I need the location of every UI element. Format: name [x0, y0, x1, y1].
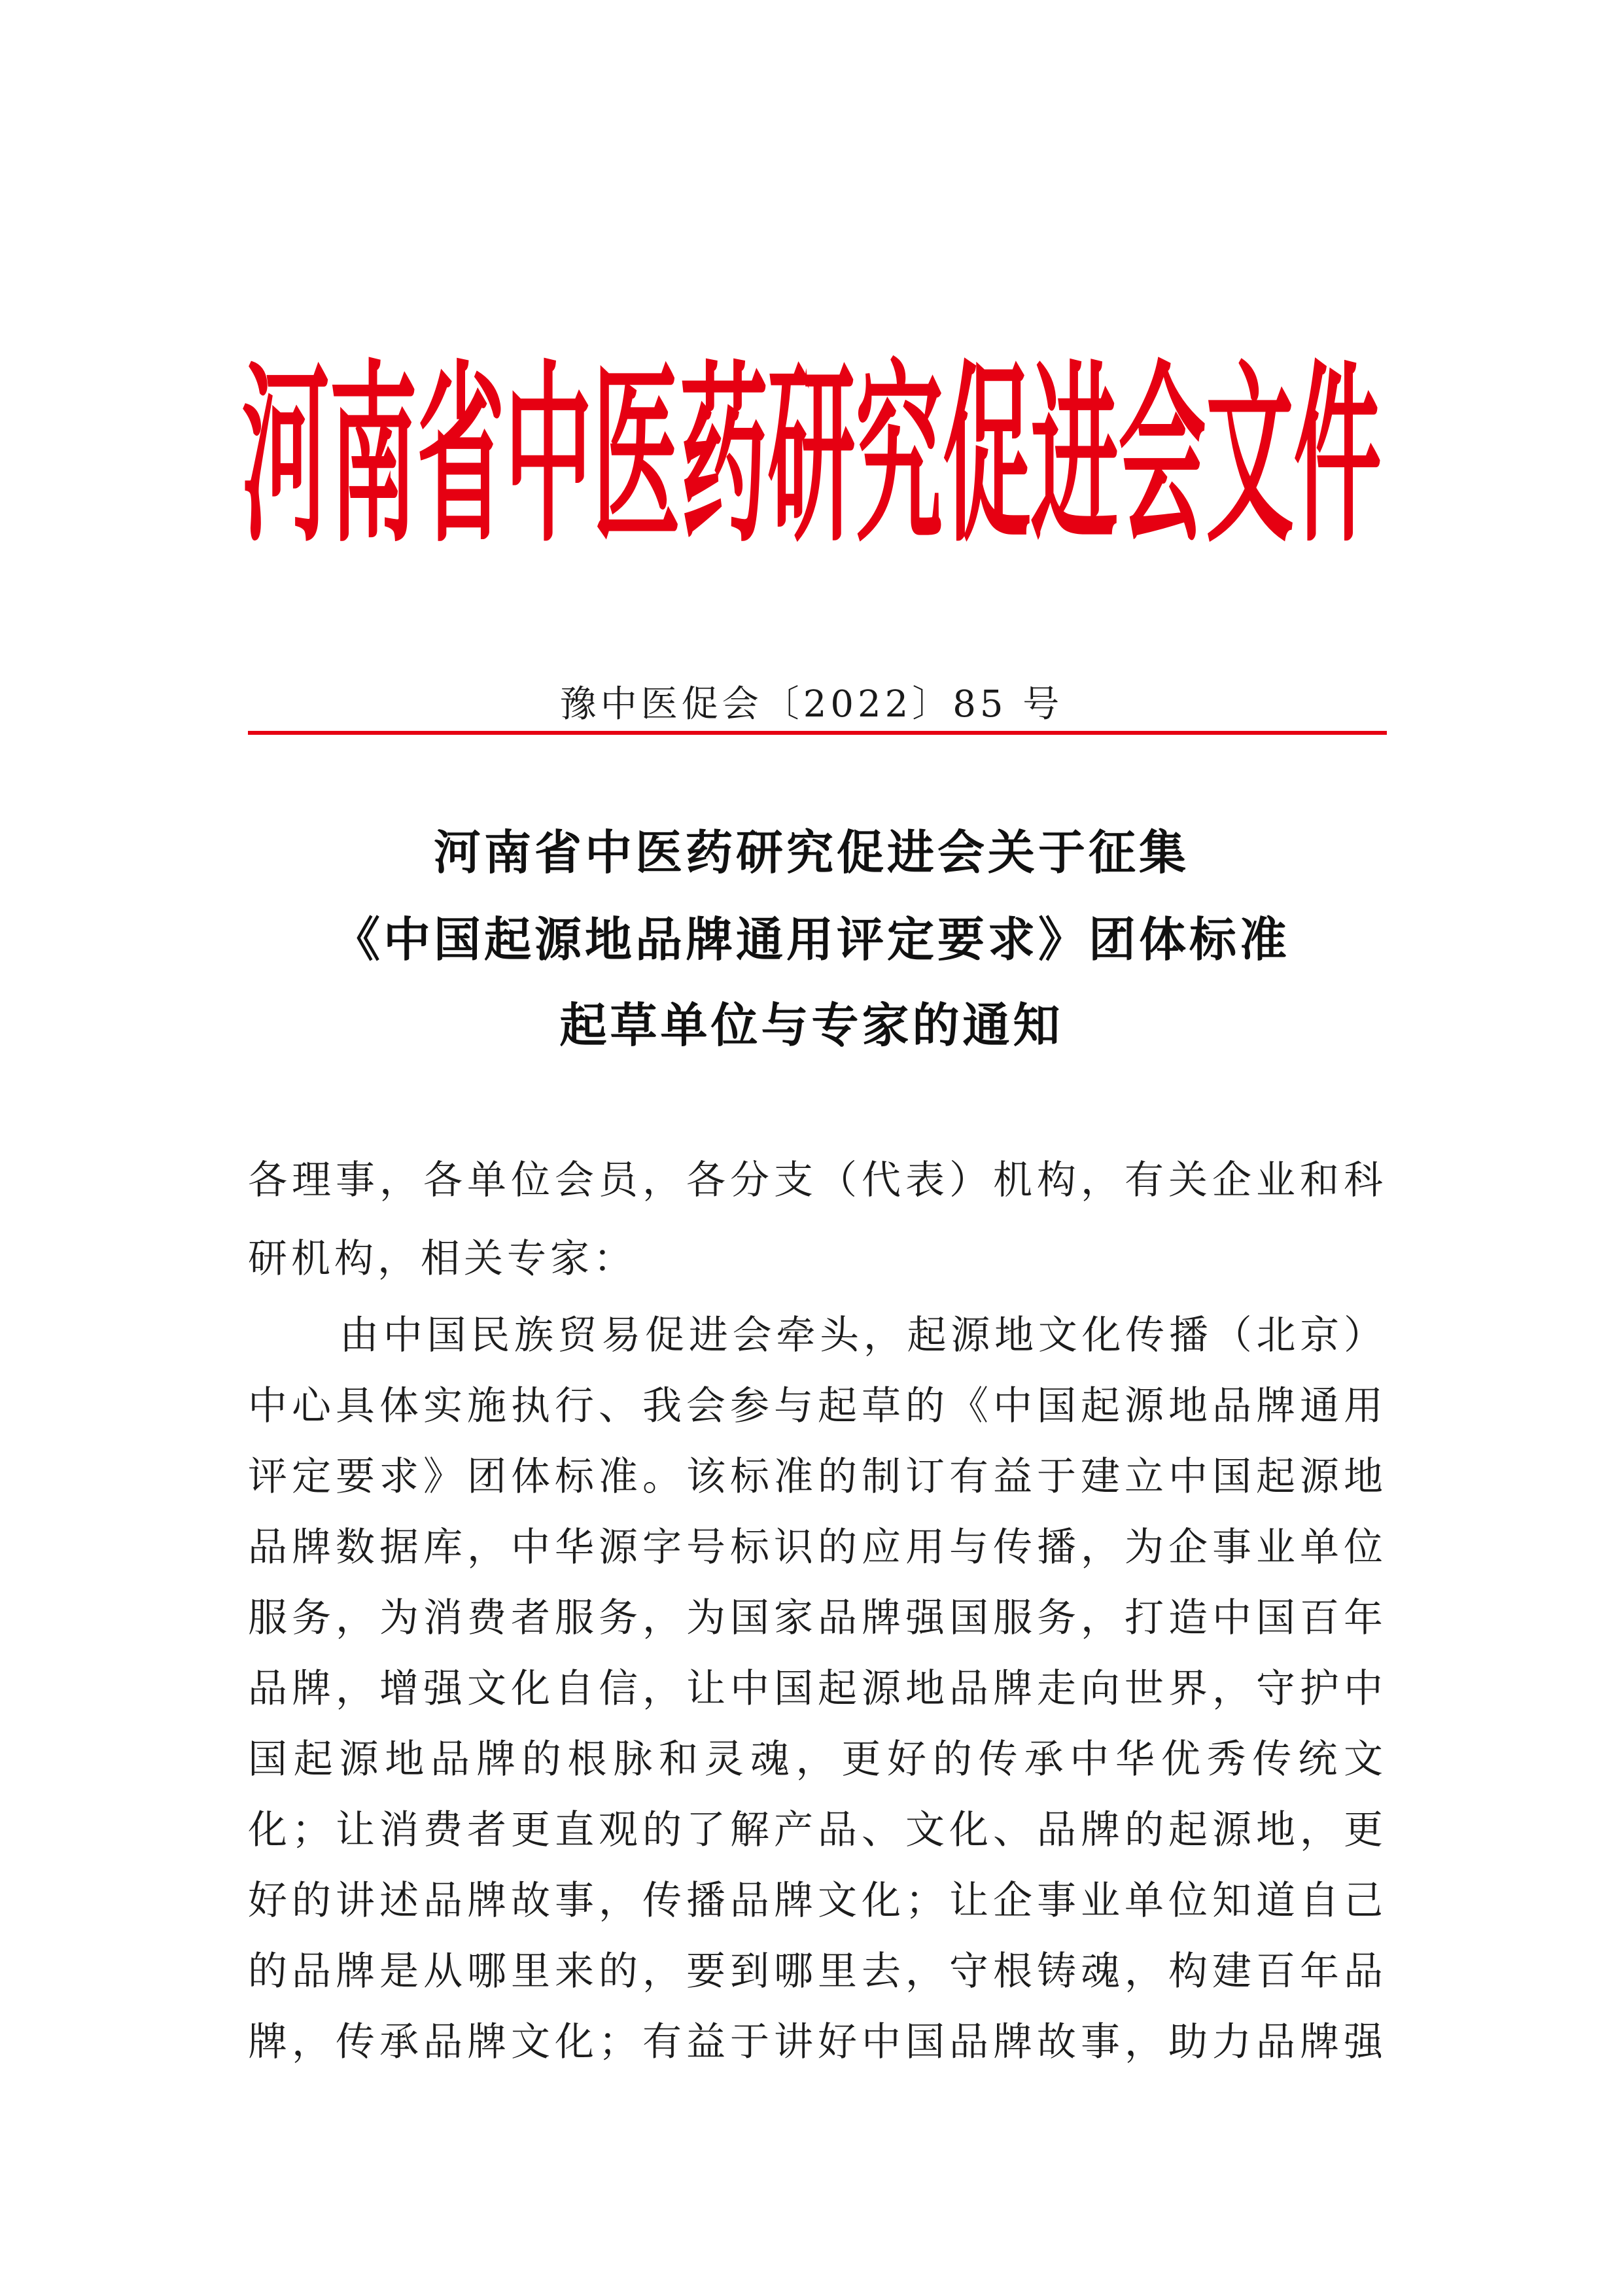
salutation-line: 研机构，相关专家：	[248, 1238, 637, 1280]
paragraph-line: 国起源地品牌的根脉和灵魂，更好的传承中华优秀传统文	[248, 1739, 1387, 1780]
paragraph-line: 牌，传承品牌文化；有益于讲好中国品牌故事，助力品牌强	[248, 2021, 1387, 2063]
salutation-line: 各理事，各单位会员，各分支（代表）机构，有关企业和科	[248, 1159, 1387, 1201]
notice-title-line-2: 《中国起源地品牌通用评定要求》团体标准	[332, 912, 1290, 967]
paragraph-line: 好的讲述品牌故事，传播品牌文化；让企事业单位知道自己	[248, 1880, 1387, 1922]
header-divider	[248, 731, 1387, 735]
paragraph-line: 中心具体实施执行、我会参与起草的《中国起源地品牌通用	[248, 1385, 1387, 1427]
notice-title-line-1: 河南省中医药研究促进会关于征集	[433, 825, 1189, 880]
paragraph-line: 评定要求》团体标准。该标准的制订有益于建立中国起源地	[248, 1456, 1387, 1498]
paragraph-line: 化；让消费者更直观的了解产品、文化、品牌的起源地，更	[248, 1809, 1387, 1851]
paragraph-line: 品牌，增强文化自信，让中国起源地品牌走向世界，守护中	[248, 1668, 1387, 1710]
paragraph-line: 品牌数据库，中华源字号标识的应用与传播，为企事业单位	[248, 1527, 1387, 1568]
red-header-title: 河南省中医药研究促进会文件	[241, 341, 1382, 569]
paragraph-line: 服务，为消费者服务，为国家品牌强国服务，打造中国百年	[248, 1597, 1387, 1639]
document-number: 豫中医促会〔2022〕85 号	[559, 683, 1064, 726]
notice-title-line-3: 起草单位与专家的通知	[559, 998, 1064, 1053]
paragraph-line: 的品牌是从哪里来的，要到哪里去，守根铸魂，构建百年品	[248, 1951, 1387, 1992]
paragraph-line: 由中国民族贸易促进会牵头，起源地文化传播（北京）	[340, 1315, 1387, 1356]
